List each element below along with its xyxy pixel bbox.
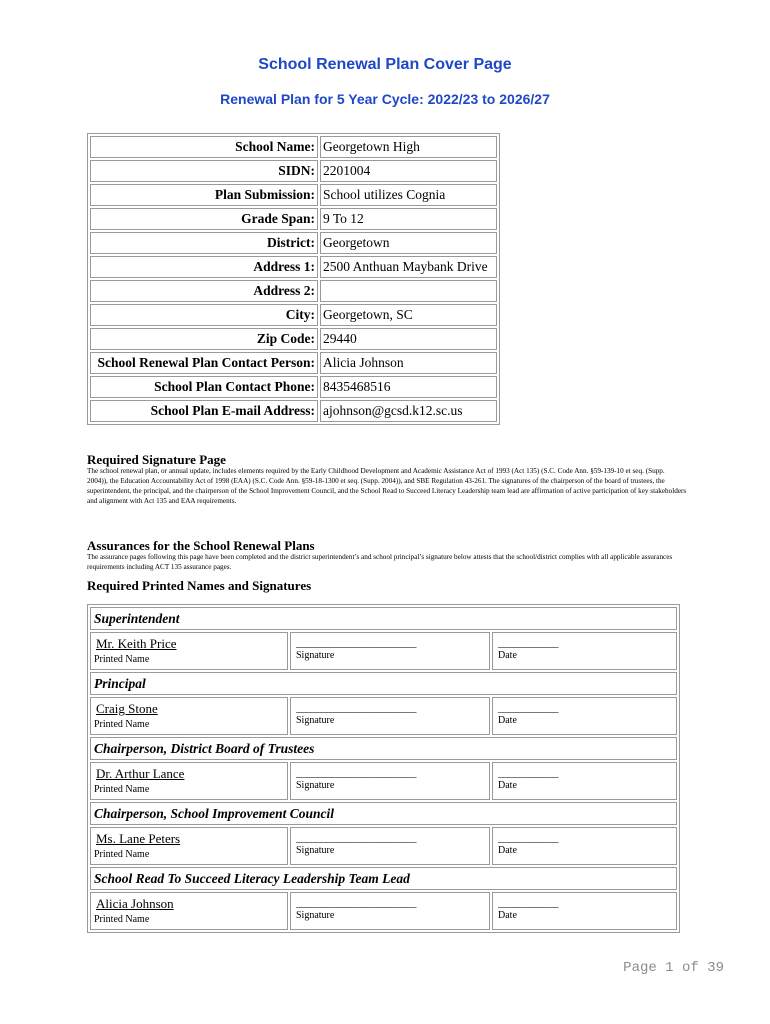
signatory-role: School Read To Succeed Literacy Leadership Team Lead [90,867,677,890]
signature-line: ________________________ [296,832,416,844]
date-cell[interactable] [492,697,677,735]
printed-name: Mr. Keith Price [96,636,177,651]
printed-name-cell [90,827,288,865]
signature-label: Signature [296,780,335,791]
info-row [90,136,497,158]
required-signature-heading: Required Signature Page [87,452,226,467]
info-row [90,256,497,278]
signature-cell[interactable] [290,697,490,735]
printed-name: Craig Stone [96,701,158,716]
info-label: School Plan E-mail Address: [90,400,318,422]
info-value: Georgetown High [320,136,497,158]
printed-name-cell [90,632,288,670]
info-label: SIDN: [90,160,318,182]
info-row [90,208,497,230]
date-label: Date [498,910,517,921]
signature-line: ________________________ [296,767,416,779]
signature-row [90,827,677,865]
printed-name-cell [90,697,288,735]
printed-name-cell [90,892,288,930]
info-row [90,184,497,206]
date-cell[interactable] [492,892,677,930]
info-value: ajohnson@gcsd.k12.sc.us [320,400,497,422]
signature-label: Signature [296,650,335,661]
printed-name-label: Printed Name [94,719,150,730]
info-label: School Plan Contact Phone: [90,376,318,398]
page-subtitle: Renewal Plan for 5 Year Cycle: 2022/23 to 2026/27 [220,91,550,107]
signature-row [90,892,677,930]
info-value: 8435468516 [320,376,497,398]
signature-label: Signature [296,910,335,921]
info-value: School utilizes Cognia [320,184,497,206]
info-label: School Name: [90,136,318,158]
date-cell[interactable] [492,827,677,865]
info-row [90,232,497,254]
signature-label: Signature [296,845,335,856]
page-title: School Renewal Plan Cover Page [258,56,512,73]
signature-cell[interactable] [290,632,490,670]
info-row [90,376,497,398]
assurances-heading: Assurances for the School Renewal Plans [87,538,315,553]
date-line: ____________ [498,897,558,909]
printed-name: Alicia Johnson [96,896,174,911]
signature-label: Signature [296,715,335,726]
signature-row [90,697,677,735]
info-label: Address 1: [90,256,318,278]
info-value: Alicia Johnson [320,352,497,374]
printed-names-heading: Required Printed Names and Signatures [87,578,312,593]
signature-cell[interactable] [290,827,490,865]
signatory-role: Chairperson, District Board of Trustees [90,737,677,760]
info-label: City: [90,304,318,326]
info-row [90,280,497,302]
school-info-table [87,133,500,425]
required-signature-text: The school renewal plan, or annual update, includes elements required by the Early Childhood Development and Academic Assistance Act of 1993 (Act 135) (S.C. Code Ann. §59-139-10 et seq. (Supp. 2004)), the Education Accountability Act of 1998 (EAA) (S.C. Code Ann. §59-18-1300 et seq. (Supp. 2004)), and SBE Regulation 43-261. The signatures of the chairperson of the board of trustees, the superintendent, the principal, and the chairperson of the School Improvement Council, and the School Read to Succeed Literacy Leadership team lead are affirmation of active participation of key stakeholders and alignment with Act 135 and EAA requirements. [87,467,687,505]
printed-name: Dr. Arthur Lance [96,766,185,781]
printed-name-label: Printed Name [94,784,150,795]
info-label: Grade Span: [90,208,318,230]
info-label: Plan Submission: [90,184,318,206]
date-label: Date [498,650,517,661]
info-row [90,328,497,350]
printed-name-label: Printed Name [94,849,150,860]
signatory-role: Principal [90,672,677,695]
date-line: ____________ [498,832,558,844]
signature-row [90,762,677,800]
signature-row [90,632,677,670]
date-cell[interactable] [492,762,677,800]
assurances-text: The assurance pages following this page have been completed and the district superintendent’s and school principal’s signature below attests that the school/district complies with all applicable assurances requirements including ACT 135 assurance pages. [87,553,673,571]
signature-cell[interactable] [290,892,490,930]
info-row [90,304,497,326]
printed-name-label: Printed Name [94,654,150,665]
date-line: ____________ [498,767,558,779]
printed-name: Ms. Lane Peters [96,831,181,846]
date-line: ____________ [498,702,558,714]
signature-cell[interactable] [290,762,490,800]
info-label: Address 2: [90,280,318,302]
signatory-role: Chairperson, School Improvement Council [90,802,677,825]
info-label: School Renewal Plan Contact Person: [90,352,318,374]
signature-table [87,604,680,933]
printed-name-label: Printed Name [94,914,150,925]
info-value: 9 To 12 [320,208,497,230]
info-row [90,400,497,422]
signature-line: ________________________ [296,637,416,649]
info-row [90,160,497,182]
info-label: District: [90,232,318,254]
date-cell[interactable] [492,632,677,670]
info-value: 2201004 [320,160,497,182]
date-label: Date [498,715,517,726]
printed-name-cell [90,762,288,800]
info-value [320,280,497,302]
signature-line: ________________________ [296,702,416,714]
info-label: Zip Code: [90,328,318,350]
date-label: Date [498,780,517,791]
signature-line: ________________________ [296,897,416,909]
page-indicator: Page 1 of 39 [623,960,724,976]
date-label: Date [498,845,517,856]
info-value: Georgetown, SC [320,304,497,326]
info-value: Georgetown [320,232,497,254]
info-row [90,352,497,374]
signatory-role: Superintendent [90,607,677,630]
info-value: 29440 [320,328,497,350]
info-value: 2500 Anthuan Maybank Drive [320,256,497,278]
date-line: ____________ [498,637,558,649]
